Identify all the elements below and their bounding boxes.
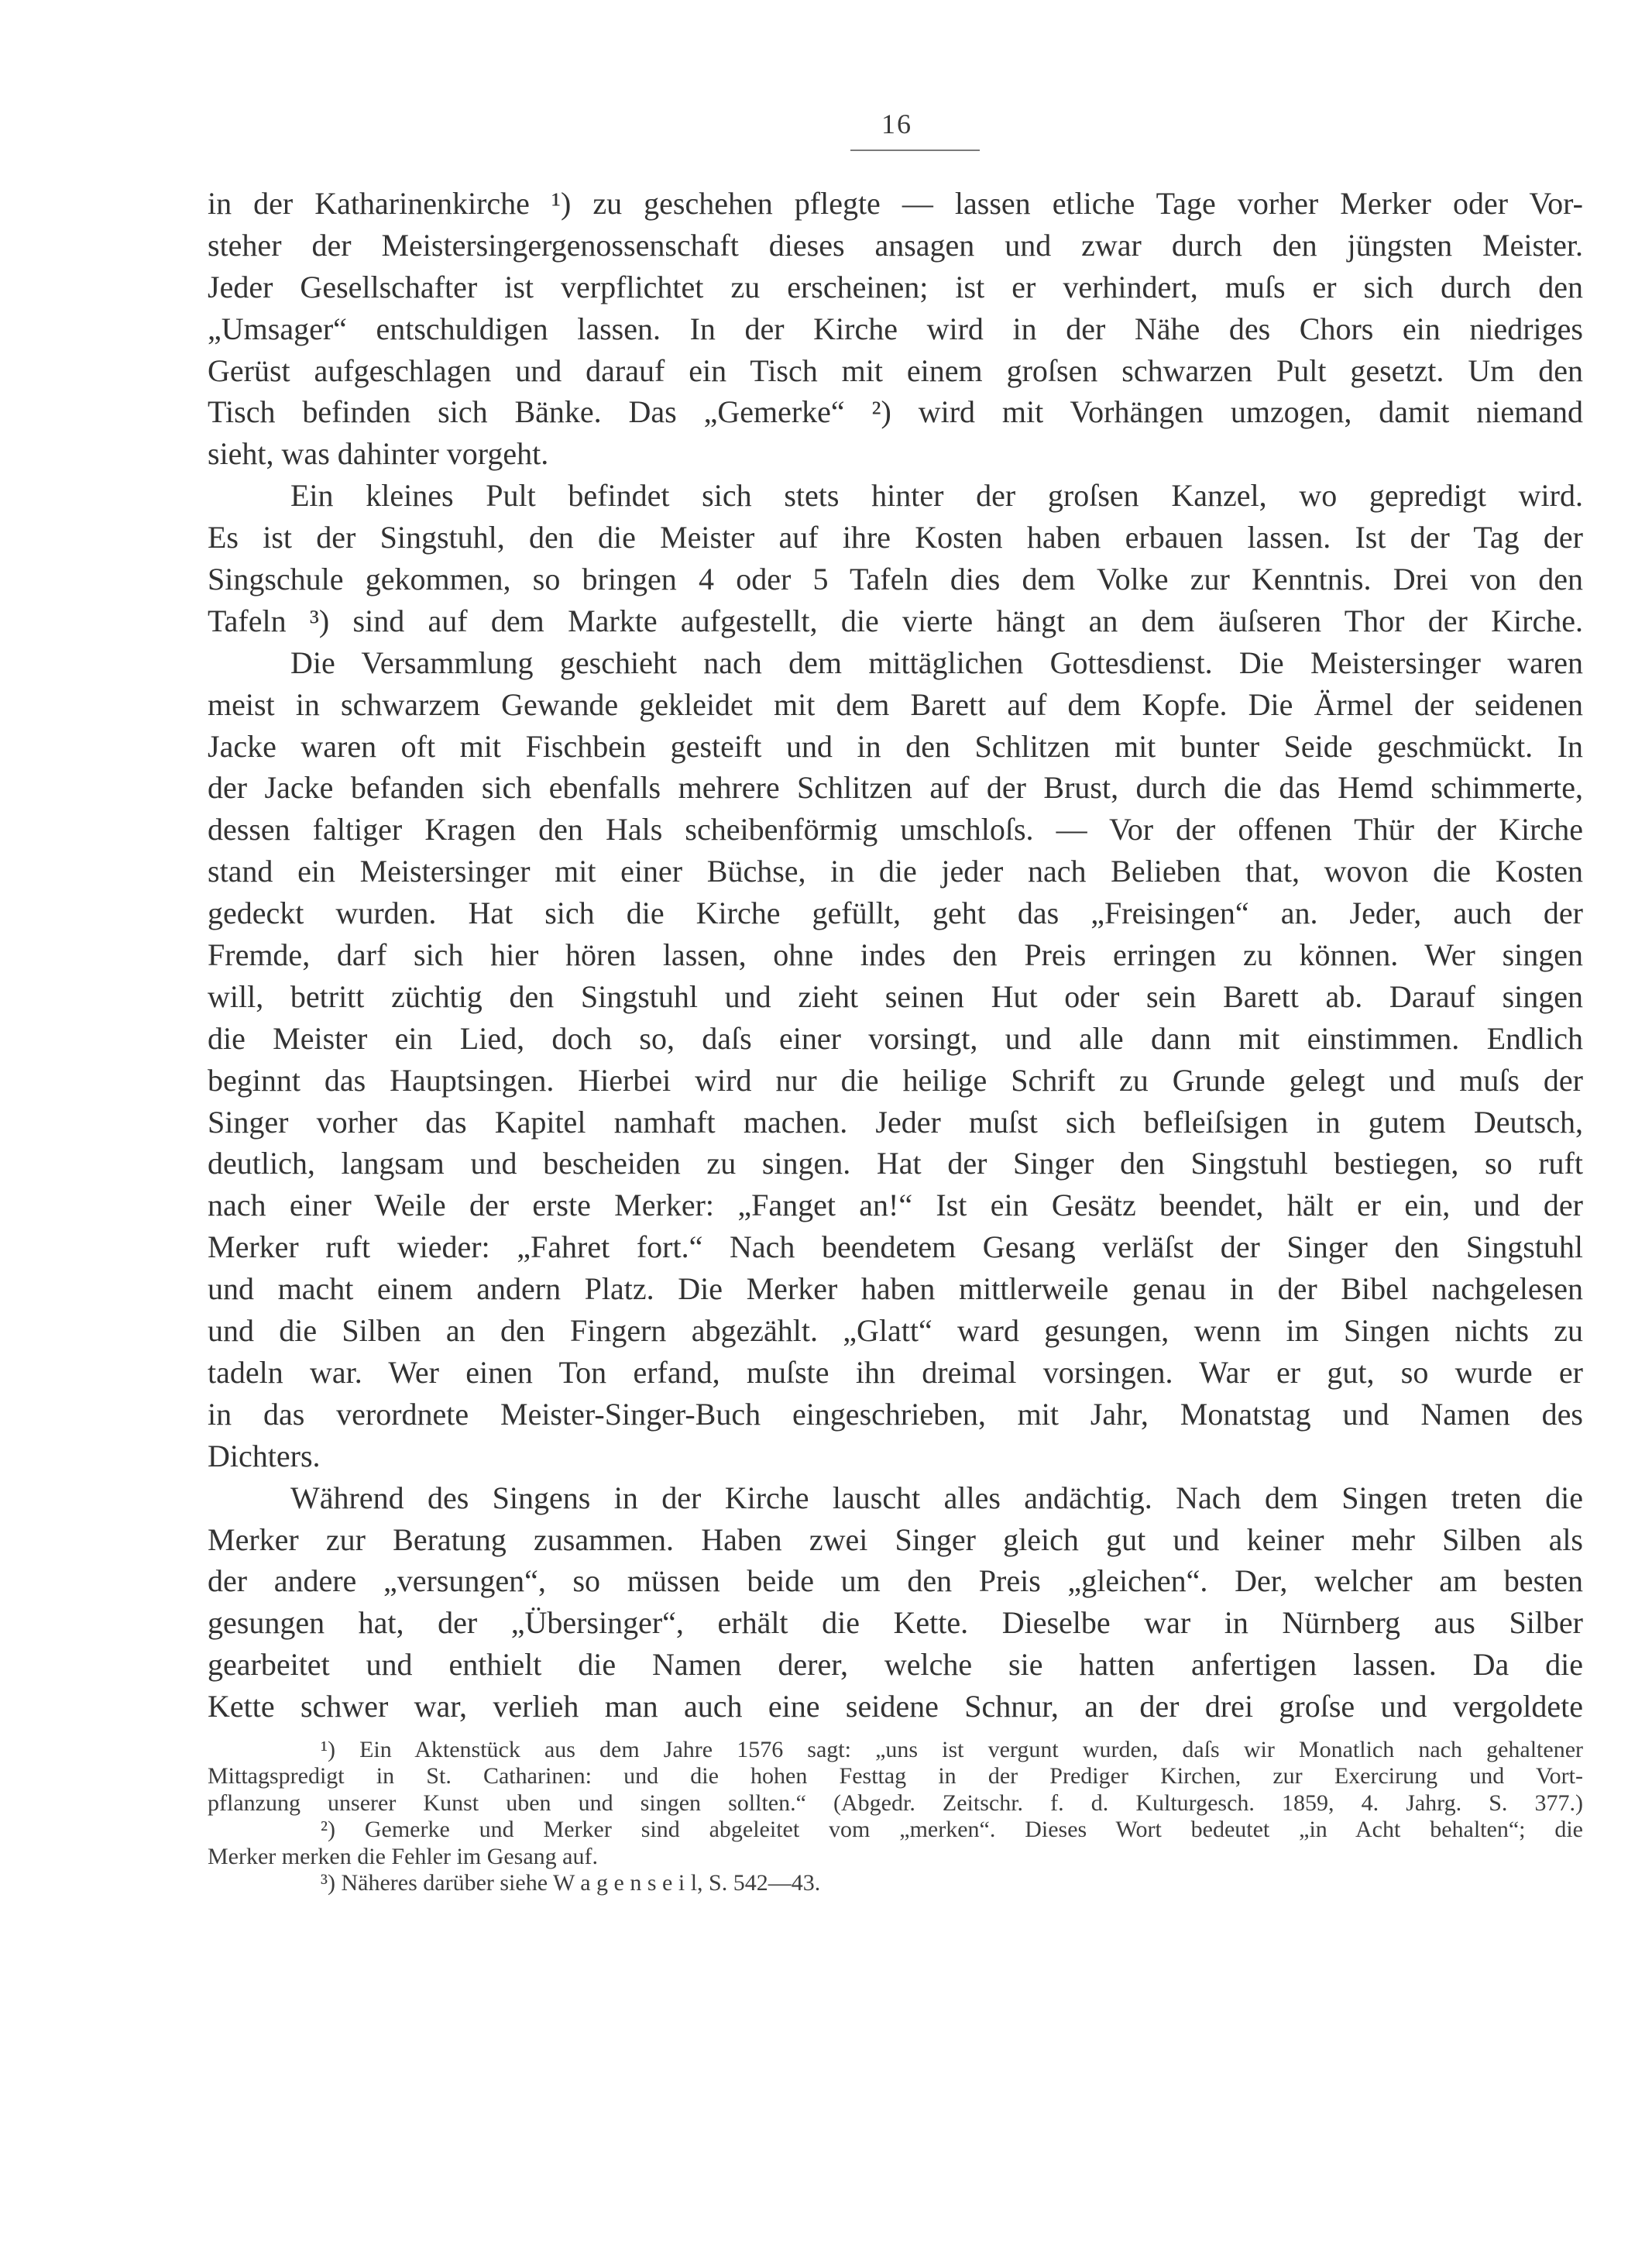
text-line: Gerüst aufgeschlagen und darauf ein Tisch mit einem groſsen schwarzen Pult gesetzt. Um den	[208, 352, 1583, 388]
text-line: „Umsager“ entschuldigen lassen. In der Kirche wird in der Nähe des Chors ein niedriges	[208, 311, 1583, 346]
text-line: Singschule gekommen, so bringen 4 oder 5 Tafeln dies dem Volke zur Kenntnis. Drei von den	[208, 562, 1583, 597]
text-line: deutlich, langsam und bescheiden zu singen. Hat der Singer den Singstuhl bestiegen, so ruft	[208, 1146, 1583, 1181]
text-line: die Meister ein Lied, doch so, daſs einer vorsingt, und alle dann mit einstimmen. Endlich	[208, 1020, 1583, 1056]
text-line: Es ist der Singstuhl, den die Meister auf ihre Kosten haben erbauen lassen. Ist der Tag der	[208, 520, 1583, 555]
text-line: und die Silben an den Fingern abgezählt. „Glatt“ ward gesungen, wenn im Singen nichts zu	[208, 1313, 1583, 1349]
text-line: Merker zur Beratung zusammen. Haben zwei Singer gleich gut und keiner mehr Silben als	[208, 1521, 1583, 1557]
text-line: dessen faltiger Kragen den Hals scheibenförmig umschloſs. — Vor der offenen Thür der Kirche	[208, 812, 1583, 847]
text-line: Die Versammlung geschieht nach dem mittäglichen Gottesdienst. Die Meistersinger waren	[290, 645, 1583, 680]
text-line: meist in schwarzem Gewande gekleidet mit dem Barett auf dem Kopfe. Die Ärmel der seidenen	[208, 686, 1583, 722]
text-line: steher der Meistersingergenossenschaft dieses ansagen und zwar durch den jüngsten Meister.	[208, 227, 1583, 263]
text-line: Tisch befinden sich Bänke. Das „Gemerke“ ²) wird mit Vorhängen umzogen, damit niemand	[208, 394, 1583, 430]
text-line: Tafeln ³) sind auf dem Markte aufgestellt, die vierte hängt an dem äuſseren Thor der Kirche.	[208, 603, 1583, 638]
text-line: der Jacke befanden sich ebenfalls mehrere Schlitzen auf der Brust, durch die das Hemd schimmerte,	[208, 770, 1583, 806]
text-line: Dichters.	[208, 1438, 321, 1473]
footnote-line: pflanzung unserer Kunst uben und singen sollten.“ (Abgedr. Zeitschr. f. d. Kulturgesch. 1859, 4. Jahrg. S. 377.)	[208, 1789, 1583, 1816]
text-line: Während des Singens in der Kirche lauscht alles andächtig. Nach dem Singen treten die	[290, 1480, 1583, 1515]
text-line: gedeckt wurden. Hat sich die Kirche gefüllt, geht das „Freisingen“ an. Jeder, auch der	[208, 896, 1583, 931]
text-line: beginnt das Hauptsingen. Hierbei wird nur die heilige Schrift zu Grunde gelegt und muſs der	[208, 1062, 1583, 1098]
text-line: und macht einem andern Platz. Die Merker haben mittlerweile genau in der Bibel nachgelesen	[208, 1271, 1583, 1307]
text-line: stand ein Meistersinger mit einer Büchse, in die jeder nach Belieben that, wovon die Kosten	[208, 854, 1583, 889]
text-line: der andere „versungen“, so müssen beide um den Preis „gleichen“. Der, welcher am besten	[208, 1563, 1583, 1599]
text-line: Ein kleines Pult befindet sich stets hinter der groſsen Kanzel, wo gepredigt wird.	[290, 478, 1583, 514]
footnote-line: Mittagspredigt in St. Catharinen: und die hohen Festtag in der Prediger Kirchen, zur Exercirung und Vort-	[208, 1763, 1583, 1789]
footnote-line: ²) Gemerke und Merker sind abgeleitet vom „merken“. Dieses Wort bedeutet „in Acht behalten“; die	[321, 1817, 1583, 1843]
text-line: nach einer Weile der erste Merker: „Fanget an!“ Ist ein Gesätz beendet, hält er ein, und der	[208, 1188, 1583, 1223]
footnote-line: ¹) Ein Aktenstück aus dem Jahre 1576 sagt: „uns ist vergunt wurden, daſs wir Monatlich nach gehaltener	[321, 1737, 1583, 1762]
text-line: tadeln war. Wer einen Ton erfand, muſste ihn dreimal vorsingen. War er gut, so wurde er	[208, 1354, 1583, 1390]
footnotes	[208, 1737, 1583, 1896]
text-line: Fremde, darf sich hier hören lassen, ohne indes den Preis erringen zu können. Wer singen	[208, 937, 1583, 973]
text-line: in das verordnete Meister-Singer-Buch eingeschrieben, mit Jahr, Monatstag und Namen des	[208, 1396, 1583, 1432]
text-line: Singer vorher das Kapitel namhaft machen. Jeder muſst sich befleiſsigen in gutem Deutsch,	[208, 1104, 1583, 1140]
footnote-line: ³) Näheres darüber siehe W a g e n s e i l, S. 542—43.	[321, 1869, 821, 1896]
text-line: gesungen hat, der „Übersinger“, erhält die Kette. Dieselbe war in Nürnberg aus Silber	[208, 1605, 1583, 1641]
text-line: will, betritt züchtig den Singstuhl und zieht seinen Hut oder sein Barett ab. Darauf singen	[208, 978, 1583, 1014]
page-number: 16	[881, 108, 912, 139]
text-line: Kette schwer war, verlieh man auch eine seidene Schnur, an der drei groſse und vergoldete	[208, 1689, 1583, 1724]
text-line: gearbeitet und enthielt die Namen derer, welche sie hatten anfertigen lassen. Da die	[208, 1647, 1583, 1683]
header-rule	[850, 150, 980, 151]
text-line: Jeder Gesellschafter ist verpflichtet zu erscheinen; ist er verhindert, muſs er sich durch den	[208, 269, 1583, 304]
text-line: Merker ruft wieder: „Fahret fort.“ Nach beendetem Gesang verläſst der Singer den Singstuhl	[208, 1229, 1583, 1265]
text-line: Jacke waren oft mit Fischbein gesteift und in den Schlitzen mit bunter Seide geschmückt. In	[208, 728, 1583, 764]
text-line: in der Katharinenkirche ¹) zu geschehen pflegte — lassen etliche Tage vorher Merker oder Vor-	[208, 186, 1583, 221]
footnote-line: Merker merken die Fehler im Gesang auf.	[208, 1843, 598, 1869]
text-line: sieht, was dahinter vorgeht.	[208, 436, 549, 472]
body-text	[208, 183, 1583, 1728]
